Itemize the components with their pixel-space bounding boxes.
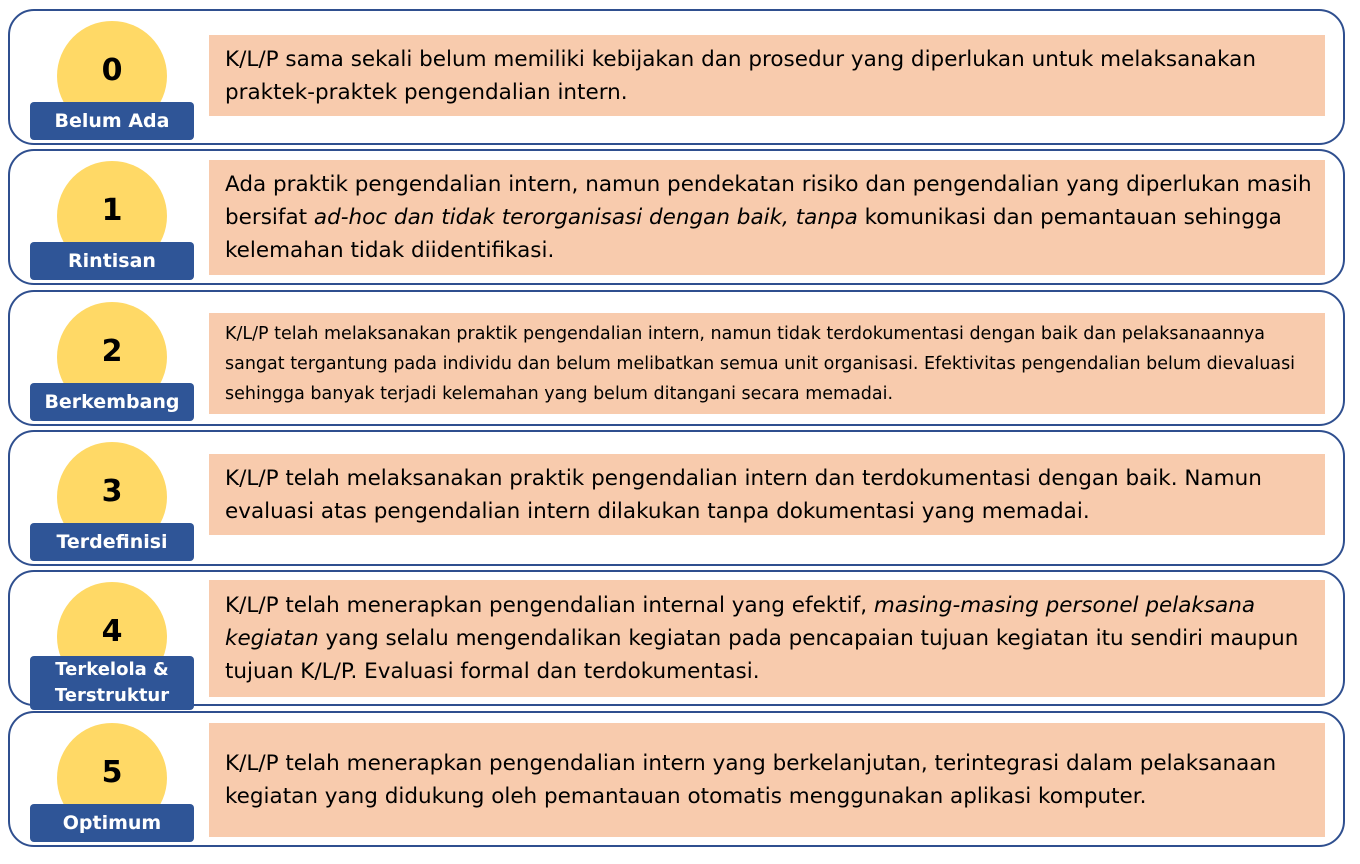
description-segment-italic: masing-masing personel pelaksana kegiatan	[225, 593, 1256, 651]
level-description	[225, 589, 1315, 688]
description-segment: K/L/P telah melaksanakan praktik pengendalian intern, namun tidak terdokumentasi dengan baik dan pelaksanaannya sangat tergantung pada individu dan belum melibatkan semua unit organisasi. Efektivitas pengendalian belum dievaluasi sehingga banyak terjadi kelemahan yang belum ditangani secara memadai.	[225, 323, 1296, 404]
level-description-box	[209, 160, 1325, 275]
level-description-box	[209, 35, 1325, 116]
description-segment: Ada praktik pengendalian intern, namun pendekatan risiko dan pengendalian yang diperlukan masih bersifat	[225, 172, 1312, 230]
level-number: 3	[101, 474, 123, 509]
level-number: 0	[101, 53, 123, 88]
description-segment: yang selalu mengendalikan kegiatan pada pencapaian tujuan kegiatan itu sendiri maupun tujuan K/L/P. Evaluasi formal dan terdokumentasi.	[225, 626, 1299, 684]
description-segment: komunikasi dan pemantauan sehingga kelemahan tidak diidentifikasi.	[225, 205, 1282, 263]
description-segment: K/L/P telah melaksanakan praktik pengendalian intern dan terdokumentasi dengan baik. Namun evaluasi atas pengendalian intern dilakukan tanpa dokumentasi yang memadai.	[225, 465, 1262, 524]
level-number: 2	[101, 334, 123, 369]
level-label-badge: Terkelola & Terstruktur	[30, 656, 194, 710]
level-label-badge: Belum Ada	[30, 102, 194, 140]
description-segment: K/L/P sama sekali belum memiliki kebijakan dan prosedur yang diperlukan untuk melaksanakan praktek-praktek pengendalian intern.	[225, 46, 1256, 105]
level-label-badge: Terdefinisi	[30, 523, 194, 561]
level-number: 4	[101, 614, 123, 649]
level-description	[225, 43, 1315, 109]
level-label-badge: Berkembang	[30, 383, 194, 421]
level-label-badge: Optimum	[30, 804, 194, 842]
description-segment: K/L/P telah menerapkan pengendalian internal yang efektif,	[225, 593, 874, 618]
level-description	[225, 319, 1315, 409]
level-description-box	[209, 580, 1325, 697]
description-segment-italic: ad-hoc dan tidak terorganisasi dengan baik, tanpa	[313, 205, 858, 230]
level-description-box	[209, 454, 1325, 535]
level-description-box	[209, 313, 1325, 414]
level-label-badge: Rintisan	[30, 242, 194, 280]
level-description-box	[209, 723, 1325, 837]
level-description	[225, 168, 1315, 267]
level-number: 1	[101, 193, 123, 228]
level-number: 5	[101, 755, 123, 790]
description-segment: K/L/P telah menerapkan pengendalian intern yang berkelanjutan, terintegrasi dalam pelaksanaan kegiatan yang didukung oleh pemantauan otomatis menggunakan aplikasi komputer.	[225, 751, 1277, 809]
level-description	[225, 462, 1315, 528]
level-description	[225, 747, 1315, 813]
